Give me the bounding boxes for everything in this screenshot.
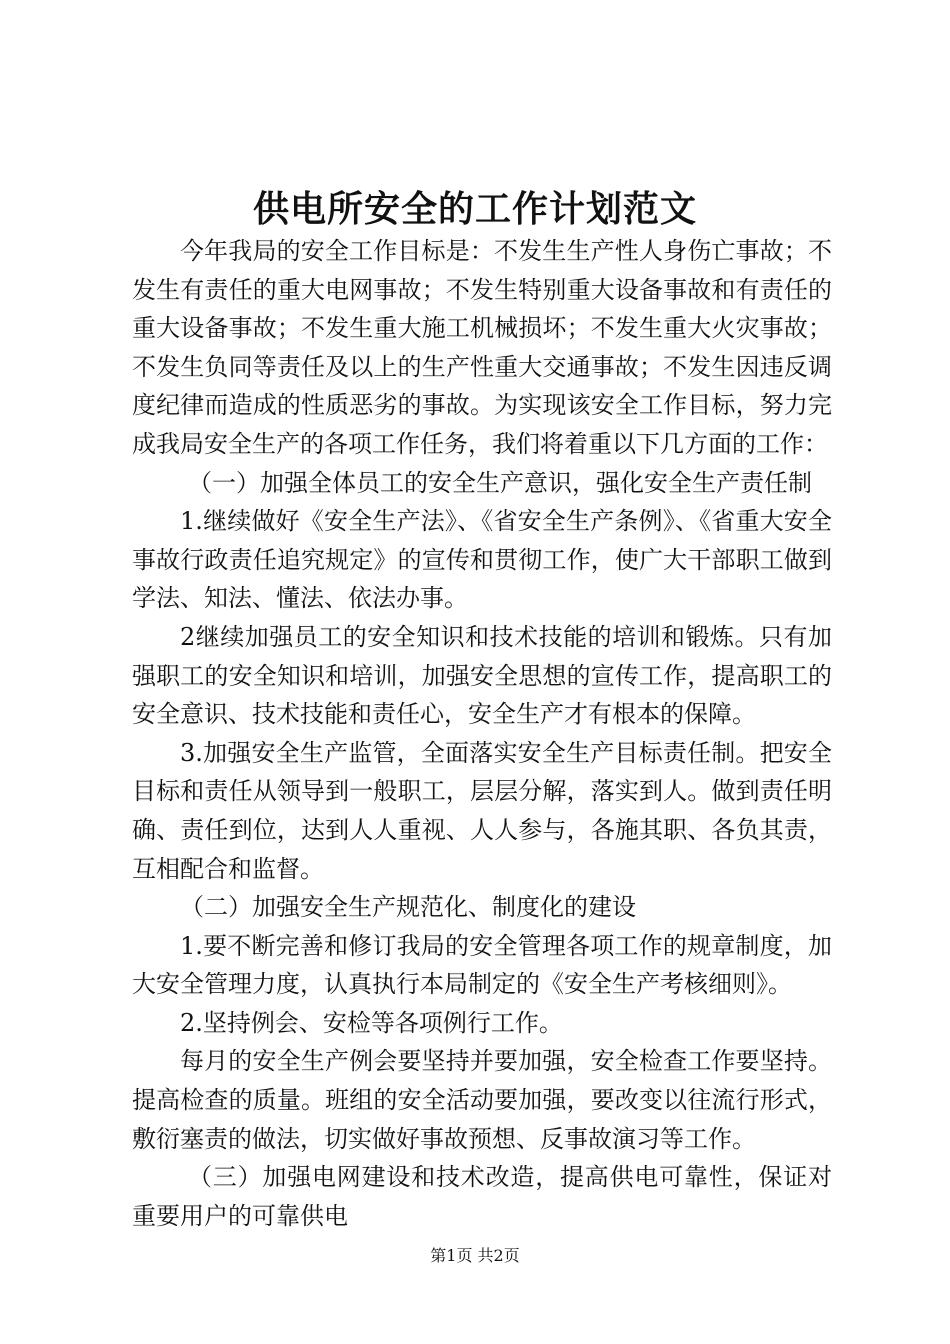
body-paragraph: 每月的安全生产例会要坚持并要加强，安全检查工作要坚持。提高检查的质量。班组的安全活动要加强，要改变以往流行形式，敷衍塞责的做法，切实做好事故预想、反事故演习等工作。 [132,1047,832,1153]
list-item-1-1: 1.继续做好《安全生产法》、《省安全生产条例》、《省重大安全事故行政责任追究规定》的宣传和贯彻工作，使广大干部职工做到学法、知法、懂法、依法办事。 [132,507,832,613]
list-item-2-2: 2.坚持例会、安检等各项例行工作。 [180,1008,563,1037]
page-title: 供电所安全的工作计划范文 [252,188,697,230]
section-heading-2: （二）加强安全生产规范化、制度化的建设 [180,893,636,922]
section-heading-1: （一）加强全体员工的安全生产意识，强化安全生产责任制 [188,468,812,497]
document-body [132,232,832,1235]
section-heading-3: （三）加强电网建设和技术改造，提高供电可靠性，保证对重要用户的可靠供电 [132,1163,832,1230]
list-item-2-1: 1.要不断完善和修订我局的安全管理各项工作的规章制度，加大安全管理力度，认真执行本局制定的《安全生产考核细则》。 [132,931,832,999]
intro-paragraph: 今年我局的安全工作目标是：不发生生产性人身伤亡事故；不发生有责任的重大电网事故；不发生特别重大设备事故和有责任的重大设备事故；不发生重大施工机械损坏；不发生重大火灾事故；不发生负同等责任及以上的生产性重大交通事故；不发生因违反调度纪律而造成的性质恶劣的事故。为实现该安全工作目标，努力完成我局安全生产的各项工作任务，我们将着重以下几方面的工作： [132,237,832,458]
list-item-1-3: 3.加强安全生产监管，全面落实安全生产目标责任制。把安全目标和责任从领导到一般职工，层层分解，落实到人。做到责任明确、责任到位，达到人人重视、人人参与，各施其职、各负其责，互相配合和监督。 [132,738,832,883]
page-footer: 第1页 共2页 [430,1246,520,1265]
list-item-1-2: 2继续加强员工的安全知识和技术技能的培训和锻炼。只有加强职工的安全知识和培训，加强安全思想的宣传工作，提高职工的安全意识、技术技能和责任心，安全生产才有根本的保障。 [132,622,832,729]
